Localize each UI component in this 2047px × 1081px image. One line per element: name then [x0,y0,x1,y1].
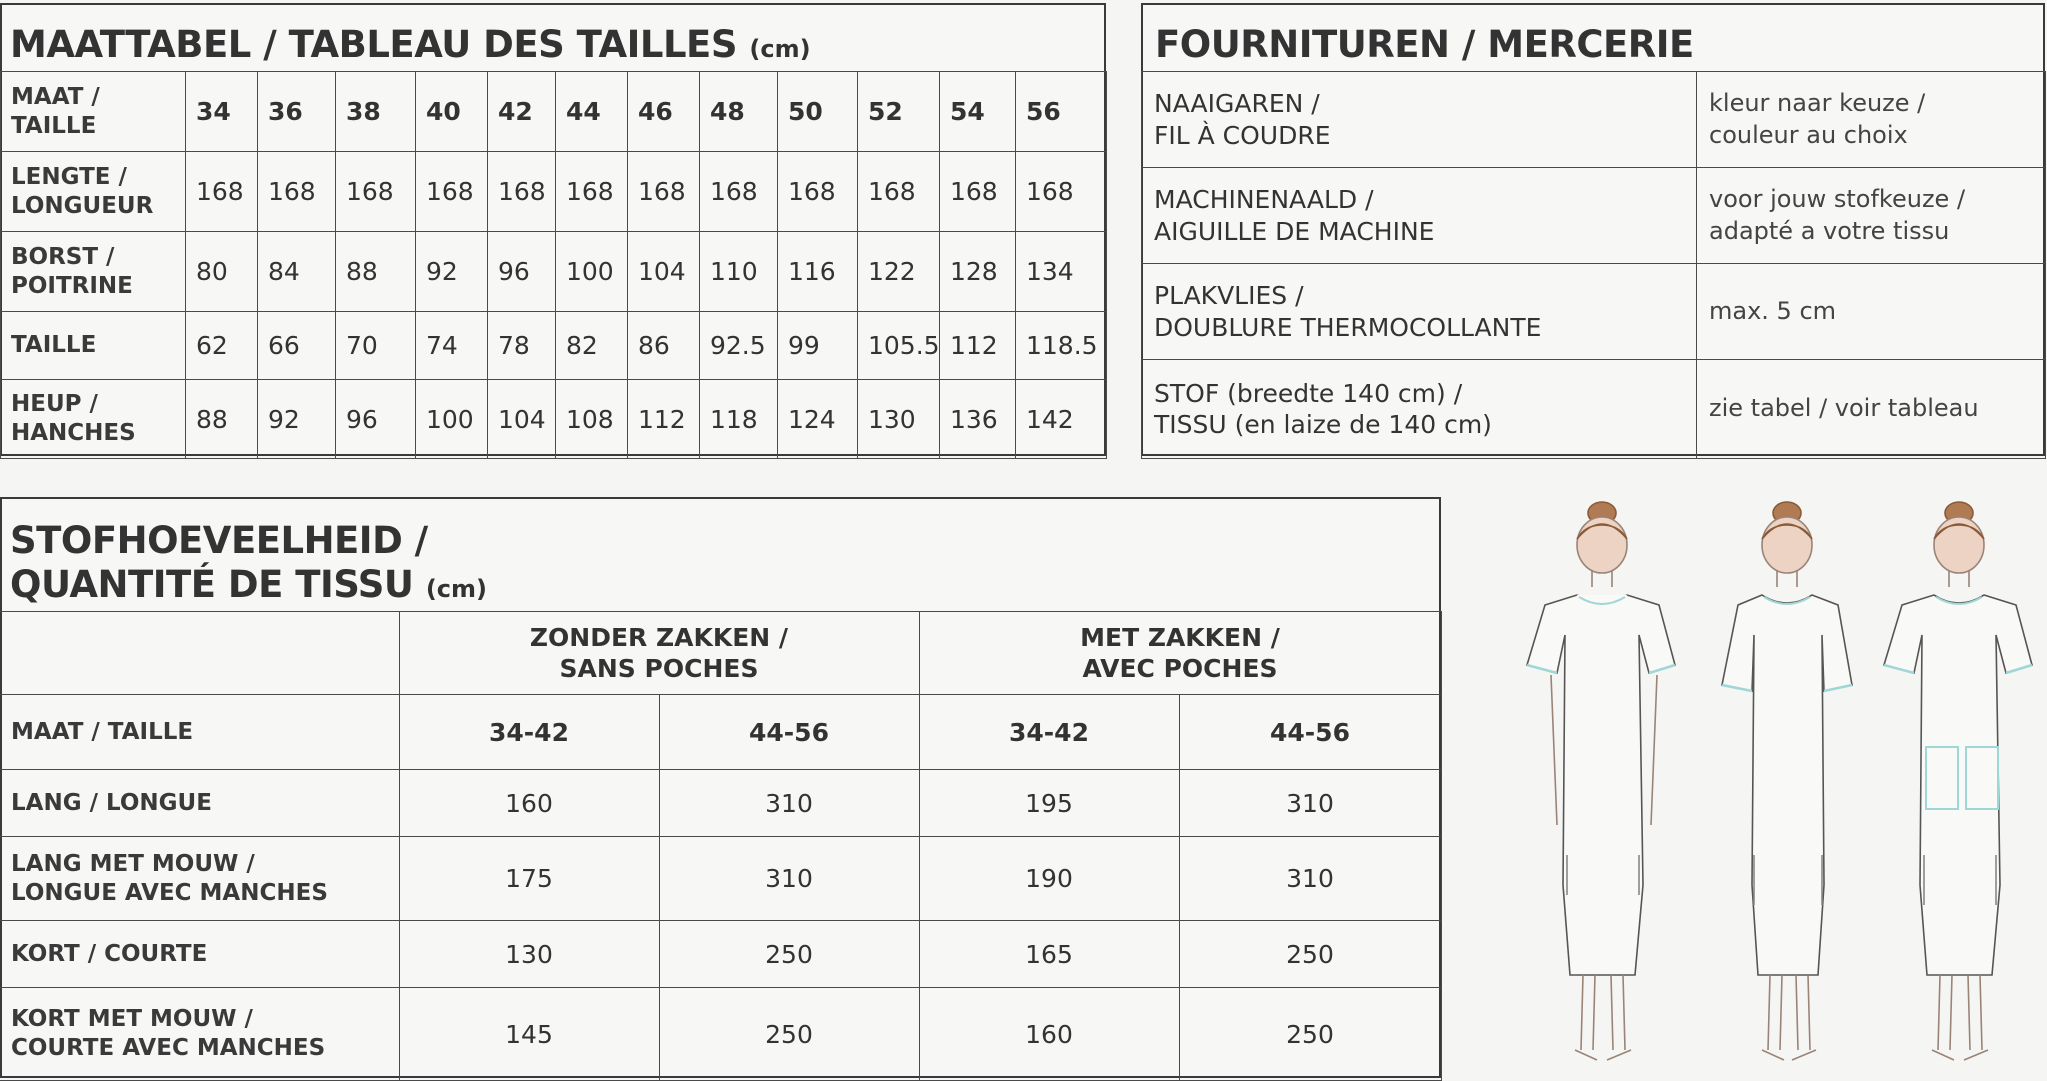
size-range-header: 44-56 [660,695,920,770]
table-cell: 145 [400,988,660,1081]
size-range-row [1,695,1442,770]
blank-corner-cell [1,612,400,695]
size-col-header: 40 [416,72,488,152]
table-cell: 96 [336,380,416,459]
table-cell: 104 [488,380,556,459]
row-label: LANG / LONGUE [1,770,400,837]
table-cell: 175 [400,837,660,921]
dress-with-pockets-figure [1872,495,2047,1075]
table-cell: 165 [920,921,1180,988]
fabric-table [0,611,1442,1081]
table-cell: 108 [556,380,628,459]
table-cell: 142 [1016,380,1107,459]
supply-item: STOF (breedte 140 cm) / TISSU (en laize de 140 cm) [1142,360,1697,459]
table-cell: 168 [700,152,778,232]
table-cell: 168 [940,152,1016,232]
size-col-header: 48 [700,72,778,152]
size-col-header: 38 [336,72,416,152]
supply-item: NAAIGAREN / FIL À COUDRE [1142,72,1697,168]
table-cell: 168 [1016,152,1107,232]
table-cell: 86 [628,312,700,380]
supplies-row [1142,168,2046,264]
supplies-block [1141,3,2045,456]
table-cell: 310 [660,837,920,921]
table-cell: 82 [556,312,628,380]
length-row [1,152,1107,232]
table-cell: 80 [186,232,258,312]
size-header-label: MAAT / TAILLE [1,72,186,152]
table-cell: 104 [628,232,700,312]
table-cell: 168 [628,152,700,232]
table-cell: 62 [186,312,258,380]
table-cell: 168 [416,152,488,232]
table-cell: 116 [778,232,858,312]
table-cell: 190 [920,837,1180,921]
table-cell: 134 [1016,232,1107,312]
table-cell: 195 [920,770,1180,837]
group-with-pockets: MET ZAKKEN / AVEC POCHES [920,612,1442,695]
size-chart-block [0,3,1106,456]
table-cell: 168 [336,152,416,232]
table-cell: 99 [778,312,858,380]
table-cell: 110 [700,232,778,312]
table-cell: 250 [1180,921,1442,988]
supply-item: PLAKVLIES / DOUBLURE THERMOCOLLANTE [1142,264,1697,360]
fabric-unit: (cm) [425,575,487,603]
size-col-header: 36 [258,72,336,152]
row-label: HEUP / HANCHES [1,380,186,459]
table-cell: 118 [700,380,778,459]
hip-row [1,380,1107,459]
table-cell: 160 [400,770,660,837]
table-cell: 160 [920,988,1180,1081]
table-cell: 310 [1180,837,1442,921]
bust-row [1,232,1107,312]
row-label: LANG MET MOUW / LONGUE AVEC MANCHES [1,837,400,921]
supply-item: MACHINENAALD / AIGUILLE DE MACHINE [1142,168,1697,264]
table-cell: 124 [778,380,858,459]
size-chart-title: MAATTABEL / TABLEAU DES TAILLES (cm) [10,23,811,66]
fabric-row [1,837,1442,921]
size-col-header: 44 [556,72,628,152]
table-cell: 105.5 [858,312,940,380]
row-label: KORT / COURTE [1,921,400,988]
size-col-header: 34 [186,72,258,152]
size-col-header: 52 [858,72,940,152]
size-col-header: 50 [778,72,858,152]
table-cell: 66 [258,312,336,380]
table-cell: 70 [336,312,416,380]
table-cell: 168 [488,152,556,232]
table-cell: 250 [660,988,920,1081]
table-cell: 130 [400,921,660,988]
table-cell: 118.5 [1016,312,1107,380]
size-range-header: 44-56 [1180,695,1442,770]
fabric-row [1,921,1442,988]
table-cell: 92.5 [700,312,778,380]
size-chart-table [0,71,1107,459]
table-cell: 310 [660,770,920,837]
supply-value: zie tabel / voir tableau [1697,360,2046,459]
table-cell: 88 [186,380,258,459]
table-cell: 168 [778,152,858,232]
fabric-quantity-block [0,497,1441,1078]
table-cell: 112 [940,312,1016,380]
table-cell: 84 [258,232,336,312]
size-chart-unit: (cm) [749,35,811,63]
waist-row [1,312,1107,380]
size-col-header: 42 [488,72,556,152]
size-header-row [1,72,1107,152]
size-col-header: 54 [940,72,1016,152]
table-cell: 112 [628,380,700,459]
fabric-row [1,770,1442,837]
size-col-header: 46 [628,72,700,152]
table-cell: 130 [858,380,940,459]
table-cell: 250 [1180,988,1442,1081]
supplies-row [1142,264,2046,360]
table-cell: 136 [940,380,1016,459]
table-cell: 122 [858,232,940,312]
fabric-row [1,988,1442,1081]
supplies-row [1142,72,2046,168]
table-cell: 74 [416,312,488,380]
table-cell: 310 [1180,770,1442,837]
table-cell: 88 [336,232,416,312]
fabric-quantity-title: STOFHOEVEELHEID / QUANTITÉ DE TISSU (cm) [10,519,487,606]
table-cell: 100 [556,232,628,312]
group-header-row [1,612,1442,695]
size-range-header: 34-42 [400,695,660,770]
table-cell: 168 [186,152,258,232]
supplies-row [1142,360,2046,459]
table-cell: 92 [258,380,336,459]
row-label: KORT MET MOUW / COURTE AVEC MANCHES [1,988,400,1081]
supplies-title: FOURNITUREN / MERCERIE [1155,23,1694,66]
table-cell: 128 [940,232,1016,312]
row-label: TAILLE [1,312,186,380]
supply-value: max. 5 cm [1697,264,2046,360]
table-cell: 92 [416,232,488,312]
size-range-label: MAAT / TAILLE [1,695,400,770]
supply-value: voor jouw stofkeuze / adapté a votre tissu [1697,168,2046,264]
row-label: BORST / POITRINE [1,232,186,312]
table-cell: 168 [258,152,336,232]
table-cell: 168 [556,152,628,232]
dress-back-view-figure [1700,495,1875,1075]
size-range-header: 34-42 [920,695,1180,770]
size-col-header: 56 [1016,72,1107,152]
table-cell: 250 [660,921,920,988]
table-cell: 78 [488,312,556,380]
supplies-table [1141,71,2046,459]
group-without-pockets: ZONDER ZAKKEN / SANS POCHES [400,612,920,695]
supply-value: kleur naar keuze / couleur au choix [1697,72,2046,168]
row-label: LENGTE / LONGUEUR [1,152,186,232]
table-cell: 168 [858,152,940,232]
dress-front-view-figure [1515,495,1690,1075]
table-cell: 100 [416,380,488,459]
table-cell: 96 [488,232,556,312]
